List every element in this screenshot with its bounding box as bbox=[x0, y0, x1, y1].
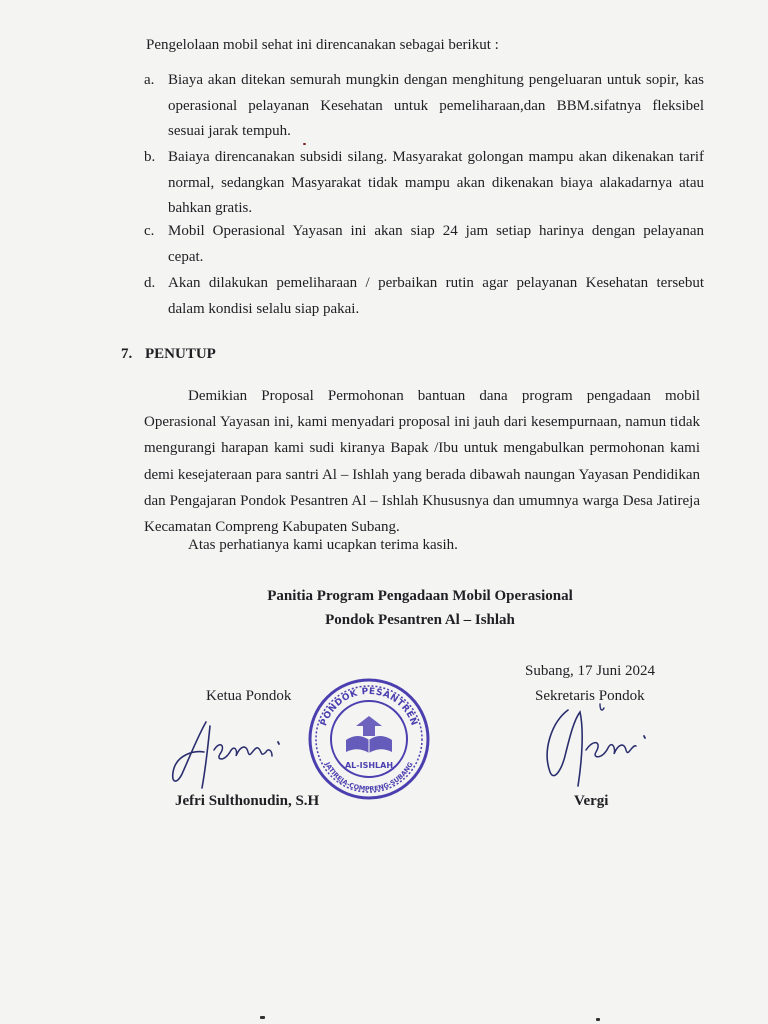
list-line: cepat. bbox=[168, 248, 204, 265]
stamp-top-text: PONDOK PESANTREN bbox=[319, 686, 419, 728]
committee-subtitle: Pondok Pesantren Al – Ishlah bbox=[325, 612, 515, 628]
section-title: PENUTUP bbox=[145, 346, 216, 362]
intro-sentence: Pengelolaan mobil sehat ini direncanakan sebagai berikut : bbox=[146, 37, 499, 53]
list-item-b bbox=[144, 145, 704, 222]
stamp-bottom-text: JATIREJA-COMPRENG-SUBANG bbox=[323, 760, 415, 794]
scan-speck bbox=[596, 1018, 600, 1021]
stamp-seal-icon bbox=[306, 676, 432, 802]
left-signatory-name: Jefri Sulthonudin, S.H bbox=[175, 793, 320, 809]
list-item-d bbox=[144, 271, 704, 322]
list-line: sesuai jarak tempuh. bbox=[168, 123, 291, 139]
list-marker: d. bbox=[144, 275, 156, 291]
closing-paragraph-text: Demikian Proposal Permohonan bantuan dana program pengadaan mobil Operasional Yayasan ini, kami menyadari proposal ini jauh dari kesempurnaan, namun tidak mengurangi harapan kami sudi kiranya Bapak /Ibu untuk mengabulkan permohonan kami demi kesejateraan para santri Al – Ishlah yang berada dibawah naungan Yayasan Pendidikan dan Pengajaran Pondok Pesantren Al – Ishlah Khususnya dan umumnya warga Desa Jatireja Kecamatan Compreng Kabupaten Subang. bbox=[144, 388, 700, 536]
list-line: Akan dilakukan pemeliharaan / perbaikan rutin agar pelayanan Kesehatan tersebut bbox=[168, 275, 704, 291]
list-line: Mobil Operasional Yayasan ini akan siap 24 jam setiap harinya dengan pelayanan bbox=[168, 223, 704, 239]
list-line: dalam kondisi selalu siap pakai. bbox=[168, 300, 360, 317]
place-date: Subang, 17 Juni 2024 bbox=[525, 663, 656, 679]
right-signatory-name: Vergi bbox=[574, 793, 609, 809]
stamp-center-text: AL-ISHLAH bbox=[344, 761, 394, 770]
right-signature-icon bbox=[540, 700, 660, 790]
section-number: 7. bbox=[121, 346, 133, 362]
list-line: normal, sedangkan Masyarakat tidak mampu akan dikenakan biaya alakadarnya atau bbox=[168, 174, 704, 191]
list-line: Baiaya direncanakan subsidi silang. Masyarakat golongan mampu akan dikenakan tarif bbox=[168, 149, 704, 165]
right-signatory-role: Sekretaris Pondok bbox=[535, 688, 645, 704]
scan-speck bbox=[260, 1016, 265, 1019]
list-line: operasional pelayanan Kesehatan untuk pemeliharaan,dan BBM.sifatnya fleksibel bbox=[168, 97, 704, 114]
thanks-line: Atas perhatianya kami ucapkan terima kasih. bbox=[188, 537, 458, 553]
closing-paragraph bbox=[144, 383, 700, 540]
list-line: Biaya akan ditekan semurah mungkin dengan menghitung pengeluaran untuk sopir, kas bbox=[168, 72, 704, 88]
list-item-a bbox=[144, 68, 704, 145]
list-marker: c. bbox=[144, 223, 155, 239]
list-marker: b. bbox=[144, 149, 156, 165]
list-item-c bbox=[144, 219, 704, 270]
official-stamp bbox=[306, 676, 432, 802]
committee-title: Panitia Program Pengadaan Mobil Operasional bbox=[267, 588, 573, 604]
list-marker: a. bbox=[144, 72, 155, 88]
left-signature-icon bbox=[168, 716, 298, 796]
list-line: bahkan gratis. bbox=[168, 200, 253, 216]
left-signatory-role: Ketua Pondok bbox=[206, 688, 292, 704]
scan-speck bbox=[303, 143, 306, 145]
section-heading bbox=[121, 346, 216, 363]
